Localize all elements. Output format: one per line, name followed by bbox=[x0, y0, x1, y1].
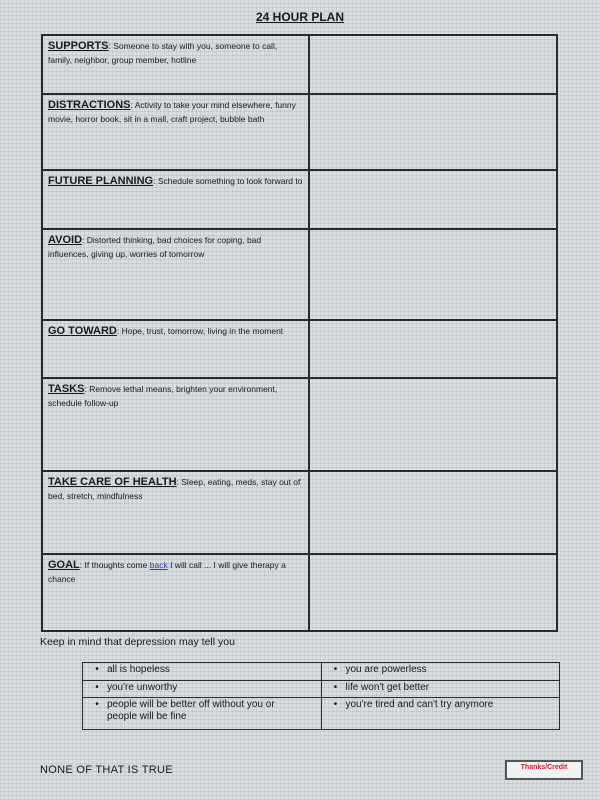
depression-item-text: you're unworthy bbox=[107, 681, 178, 693]
plan-row-supports bbox=[42, 35, 557, 94]
row-header: SUPPORTS bbox=[48, 40, 109, 52]
depression-item bbox=[321, 663, 560, 681]
bullet-icon: • bbox=[333, 681, 338, 693]
row-description: Someone to stay with you, someone to call, family, neighbor, group member, hotline bbox=[48, 41, 278, 65]
plan-input-cell-avoid[interactable] bbox=[309, 229, 557, 320]
plan-input-cell-go-toward[interactable] bbox=[309, 320, 557, 379]
plan-input-cell-health[interactable] bbox=[309, 471, 557, 554]
keep-in-mind-text: Keep in mind that depression may tell you bbox=[40, 636, 235, 648]
plan-cell-health: TAKE CARE OF HEALTH: Sleep, eating, meds, stay out of bed, stretch, mindfulness bbox=[42, 471, 309, 554]
depression-item bbox=[321, 680, 560, 698]
row-header: TASKS bbox=[48, 383, 85, 396]
page-title: 24 HOUR PLAN bbox=[255, 10, 344, 24]
plan-cell-distractions: DISTRACTIONS: Activity to take your mind elsewhere, funny movie, horror book, sit in a mall, craft project, bubble bath bbox=[42, 94, 309, 171]
bullet-icon: • bbox=[95, 664, 99, 675]
footer-statement: NONE OF THAT IS TRUE bbox=[40, 764, 173, 776]
depression-item-text: people will be better off without you or people will be fine bbox=[107, 699, 275, 723]
row-header: TAKE CARE OF HEALTH bbox=[48, 476, 177, 489]
bullet-icon: • bbox=[95, 699, 99, 711]
plan-row-distractions bbox=[42, 94, 557, 171]
badge-text: Thanks/Credit bbox=[520, 764, 568, 771]
plan-cell-avoid: AVOID: Distorted thinking, bad choices for coping, bad influences, giving up, worries of tomorrow bbox=[42, 229, 309, 320]
row-description: Sleep, eating, meds, stay out of bed, stretch, mindfulness bbox=[48, 477, 301, 502]
plan-row-goal bbox=[42, 554, 557, 631]
logo-badge bbox=[505, 760, 583, 780]
plan-row-future-planning bbox=[42, 170, 557, 229]
row-header: FUTURE PLANNING bbox=[48, 175, 154, 188]
row-header: AVOID bbox=[48, 233, 83, 246]
depression-item-text: you are powerless bbox=[345, 664, 427, 675]
depression-says-table bbox=[82, 662, 560, 730]
row-description-end: I will call ... I will give therapy a chance bbox=[48, 560, 286, 585]
row-description-start: If thoughts come bbox=[84, 560, 148, 571]
bullet-icon: • bbox=[333, 699, 338, 711]
plan-row-avoid bbox=[42, 229, 557, 320]
depression-row bbox=[83, 663, 560, 681]
depression-row bbox=[83, 680, 560, 698]
depression-item-text: you're tired and can't try anymore bbox=[345, 699, 494, 711]
plan-row-go-toward bbox=[42, 320, 557, 379]
row-header: DISTRACTIONS bbox=[48, 98, 131, 111]
depression-item-text: life won't get better bbox=[345, 681, 430, 693]
goal-link[interactable]: back bbox=[149, 560, 168, 571]
plan-table bbox=[41, 34, 558, 632]
plan-input-cell-goal[interactable] bbox=[309, 554, 557, 631]
plan-input-cell-future-planning[interactable] bbox=[309, 170, 557, 229]
row-description: Schedule something to look forward to bbox=[157, 176, 303, 187]
depression-item bbox=[83, 663, 322, 681]
plan-cell-future-planning: FUTURE PLANNING: Schedule something to look forward to bbox=[42, 170, 309, 229]
plan-row-health bbox=[42, 471, 557, 554]
plan-cell-goal: GOAL: If thoughts come back I will call ... I will give therapy a chance bbox=[42, 554, 309, 631]
row-description: Activity to take your mind elsewhere, funny movie, horror book, sit in a mall, craft project, bubble bath bbox=[48, 99, 296, 124]
row-description: Distorted thinking, bad choices for coping, bad influences, giving up, worries of tomorrow bbox=[48, 234, 262, 259]
row-description: Remove lethal means, brighten your environment, schedule follow-up bbox=[48, 384, 278, 409]
bullet-icon: • bbox=[333, 664, 338, 675]
row-header: GO TOWARD bbox=[48, 324, 117, 337]
row-header: GOAL bbox=[48, 559, 80, 572]
bullet-icon: • bbox=[95, 681, 99, 693]
plan-row-tasks bbox=[42, 378, 557, 471]
plan-input-cell-distractions[interactable] bbox=[309, 94, 557, 171]
depression-item-text: all is hopeless bbox=[107, 664, 170, 675]
plan-cell-go-toward: GO TOWARD: Hope, trust, tomorrow, living in the moment bbox=[42, 320, 309, 379]
plan-input-cell-supports[interactable] bbox=[309, 35, 557, 94]
plan-cell-tasks: TASKS: Remove lethal means, brighten your environment, schedule follow-up bbox=[42, 378, 309, 471]
plan-cell-supports: SUPPORTS: Someone to stay with you, someone to call, family, neighbor, group member, hotline bbox=[42, 35, 309, 94]
depression-item bbox=[83, 698, 322, 730]
plan-input-cell-tasks[interactable] bbox=[309, 378, 557, 471]
depression-item bbox=[321, 698, 560, 730]
depression-row bbox=[83, 698, 560, 730]
row-description: Hope, trust, tomorrow, living in the moment bbox=[121, 325, 284, 336]
depression-item bbox=[83, 680, 322, 698]
